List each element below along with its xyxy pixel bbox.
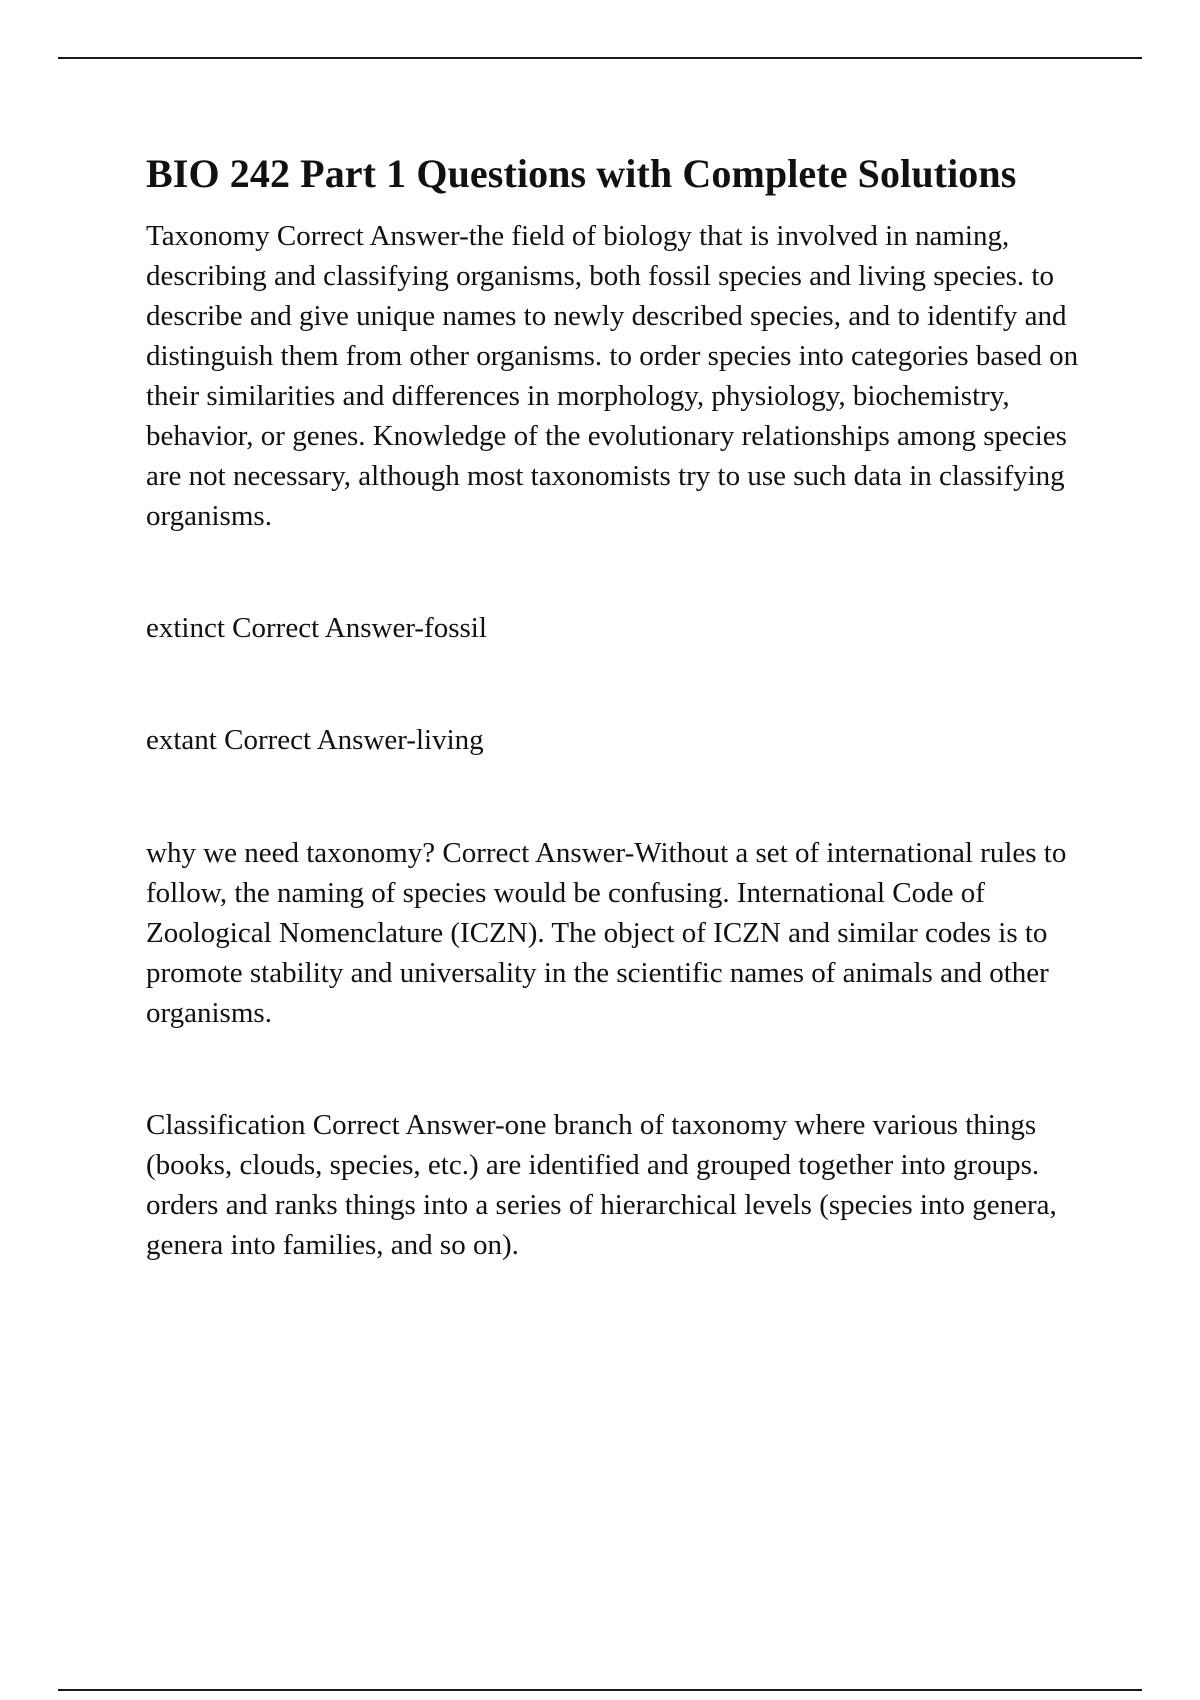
bottom-divider <box>58 1689 1142 1691</box>
document-title: BIO 242 Part 1 Questions with Complete Solutions <box>146 151 1017 196</box>
document-body <box>146 146 1086 1265</box>
qa-entry-why-taxonomy: why we need taxonomy? Correct Answer-Without a set of international rules to follow, the naming of species would be confusing. International Code of Zoological Nomenclature (ICZN). The object of ICZN and similar codes is to promote stability and universality in the scientific names of animals and other organisms. <box>146 837 1067 1029</box>
qa-entry-extinct: extinct Correct Answer-fossil <box>146 612 487 644</box>
top-divider <box>58 57 1142 59</box>
qa-entry-classification: Classification Correct Answer-one branch of taxonomy where various things (books, clouds, species, etc.) are identified and grouped together into groups. orders and ranks things into a series of hierarchical levels (species into genera, genera into families, and so on). <box>146 1109 1057 1261</box>
qa-entry-extant: extant Correct Answer-living <box>146 724 484 756</box>
qa-entry-taxonomy: Taxonomy Correct Answer-the field of biology that is involved in naming, describing and classifying organisms, both fossil species and living species. to describe and give unique names to newly described species, and to identify and distinguish them from other organisms. to order species into categories based on their similarities and differences in morphology, physiology, biochemistry, behavior, or genes. Knowledge of the evolutionary relationships among species are not necessary, although most taxonomists try to use such data in classifying organisms. <box>146 220 1079 532</box>
